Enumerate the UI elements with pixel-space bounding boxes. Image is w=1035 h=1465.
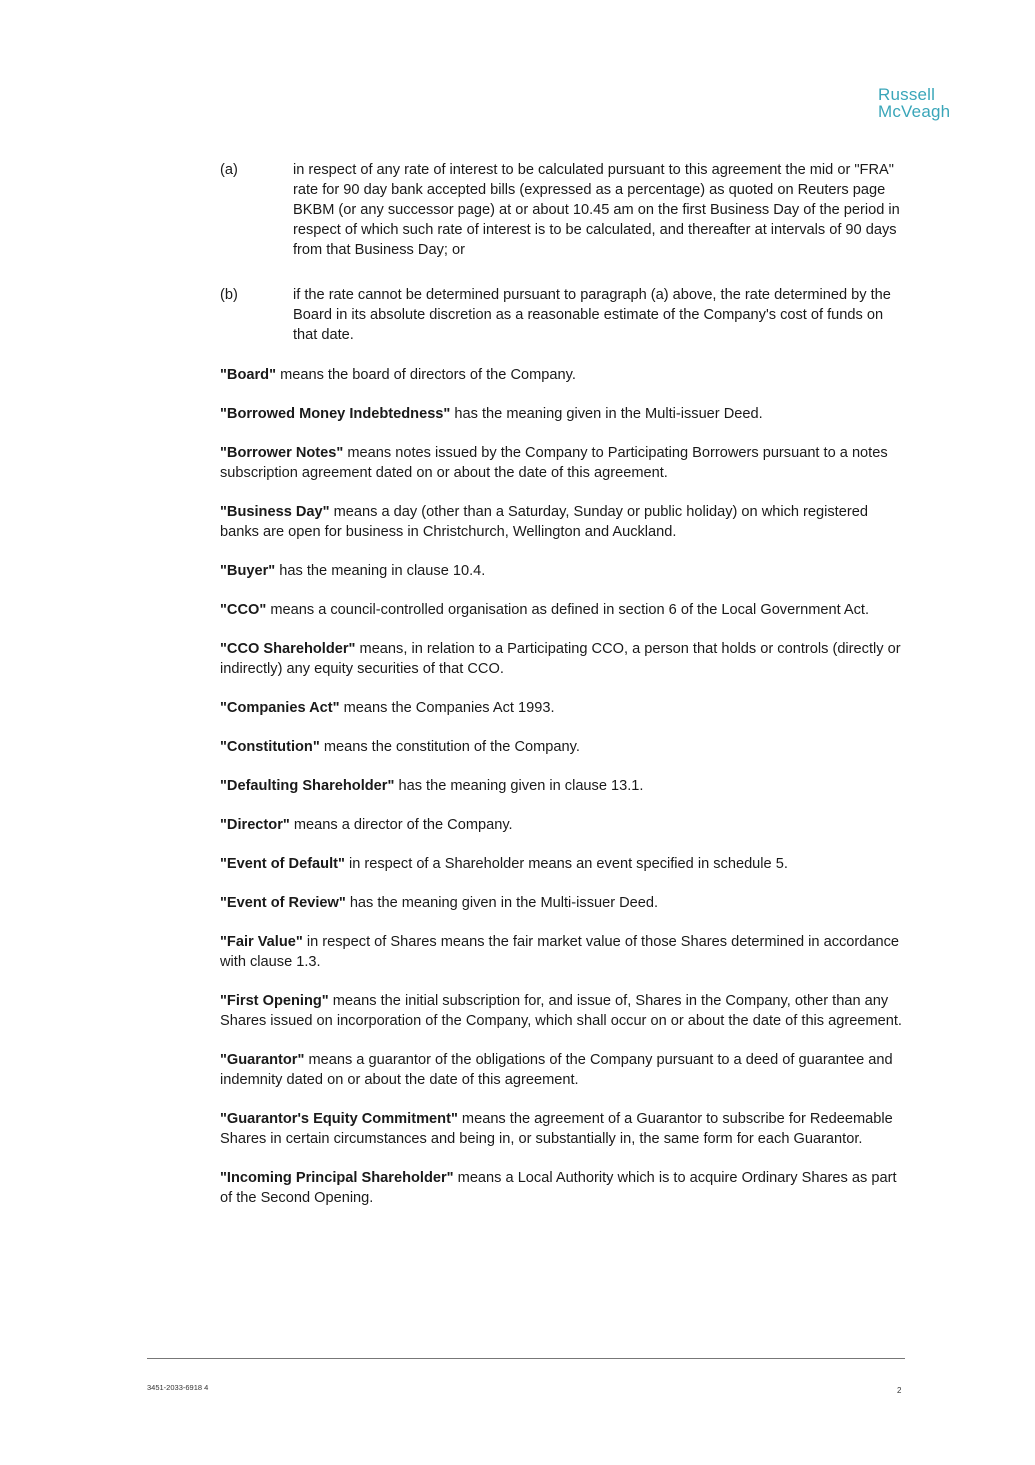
logo-line-1: Russell: [878, 85, 936, 104]
definition-term: "First Opening": [220, 993, 329, 1009]
definition-term: "CCO": [220, 602, 267, 618]
definition-event-of-review: [220, 893, 904, 913]
definition-text: means a council-controlled organisation as defined in section 6 of the Local Government Act.: [266, 602, 870, 618]
definition-term: "Companies Act": [220, 700, 340, 716]
definition-text: means a Local Authority which is to acquire Ordinary Shares as part of the Second Opening.: [220, 1170, 897, 1206]
definition-guarantor: [220, 1050, 904, 1090]
definition-text: means a day (other than a Saturday, Sunday or public holiday) on which registered banks are open for business in Christchurch, Wellington and Auckland.: [220, 504, 868, 540]
definition-term: "Borrowed Money Indebtedness": [220, 406, 451, 422]
definition-text: means a director of the Company.: [289, 817, 513, 833]
definition-term: "Event of Default": [220, 856, 345, 872]
company-logo: [878, 86, 950, 120]
definition-borrowed-money-indebtedness: [220, 404, 904, 424]
definition-text: in respect of Shares means the fair market value of those Shares determined in accordance with clause 1.3.: [220, 934, 900, 970]
definition-companies-act: [220, 698, 904, 718]
definition-text: means the initial subscription for, and issue of, Shares in the Company, other than any Shares issued on incorporation of the Company, which shall occur on or about the date of this agreement.: [220, 993, 902, 1029]
definition-term: "CCO Shareholder": [220, 641, 356, 657]
definition-text: means the agreement of a Guarantor to subscribe for Redeemable Shares in certain circumstances and being in, or substantially in, the same form for each Guarantor.: [220, 1111, 893, 1147]
definition-text: means notes issued by the Company to Participating Borrowers pursuant to a notes subscription agreement dated on or about the date of this agreement.: [220, 445, 888, 481]
paragraph-label: (b): [220, 287, 238, 303]
definition-term: "Business Day": [220, 504, 330, 520]
page-number: 2: [897, 1386, 902, 1395]
paragraph-b: [220, 285, 904, 345]
definition-term: "Buyer": [220, 563, 276, 579]
definition-business-day: [220, 502, 904, 542]
definition-text: means the constitution of the Company.: [319, 739, 580, 755]
definition-cco-shareholder: [220, 639, 904, 679]
definition-term: "Board": [220, 367, 277, 383]
definition-text: in respect of a Shareholder means an event specified in schedule 5.: [344, 856, 788, 872]
document-reference: 3451-2033-6918 4: [147, 1383, 209, 1392]
definition-term: "Guarantor's Equity Commitment": [220, 1111, 458, 1127]
definition-text: has the meaning in clause 10.4.: [275, 563, 486, 579]
definition-constitution: [220, 737, 904, 757]
definition-text: has the meaning given in the Multi-issuer Deed.: [450, 406, 763, 422]
definition-text: means, in relation to a Participating CCO, a person that holds or controls (directly or indirectly) any equity securities of that CCO.: [220, 641, 901, 677]
definition-text: has the meaning given in the Multi-issuer Deed.: [345, 895, 659, 911]
definition-first-opening: [220, 991, 904, 1031]
definition-director: [220, 815, 904, 835]
definition-cco: [220, 600, 904, 620]
definition-text: means the Companies Act 1993.: [339, 700, 555, 716]
definition-term: "Incoming Principal Shareholder": [220, 1170, 454, 1186]
definition-term: "Guarantor": [220, 1052, 305, 1068]
definition-text: means the board of directors of the Company.: [276, 367, 576, 383]
definition-defaulting-shareholder: [220, 776, 904, 796]
definition-term: "Event of Review": [220, 895, 346, 911]
definition-term: "Constitution": [220, 739, 320, 755]
definition-event-of-default: [220, 854, 904, 874]
definition-term: "Borrower Notes": [220, 445, 344, 461]
paragraph-label: (a): [220, 162, 238, 178]
paragraph-a: [220, 160, 904, 260]
definition-term: "Fair Value": [220, 934, 303, 950]
paragraph-text: if the rate cannot be determined pursuant to paragraph (a) above, the rate determined by the Board in its absolute discretion as a reasonable estimate of the Company's cost of funds on that date.: [293, 287, 891, 343]
definition-buyer: [220, 561, 904, 581]
definition-term: "Director": [220, 817, 290, 833]
definition-text: has the meaning given in clause 13.1.: [394, 778, 644, 794]
logo-line-2: McVeagh: [878, 102, 951, 121]
definition-fair-value: [220, 932, 904, 972]
definition-term: "Defaulting Shareholder": [220, 778, 395, 794]
definition-guarantors-equity-commitment: [220, 1109, 904, 1149]
definition-incoming-principal-shareholder: [220, 1168, 904, 1208]
definition-board: [220, 365, 904, 385]
footer-divider: [147, 1358, 905, 1359]
document-body: [220, 160, 904, 1227]
definition-text: means a guarantor of the obligations of the Company pursuant to a deed of guarantee and indemnity dated on or about the date of this agreement.: [220, 1052, 893, 1088]
definition-borrower-notes: [220, 443, 904, 483]
paragraph-text: in respect of any rate of interest to be calculated pursuant to this agreement the mid or "FRA" rate for 90 day bank accepted bills (expressed as a percentage) as quoted on Reuters page BKBM (or any successor page) at or about 10.45 am on the first Business Day of the period in respect of which such rate of interest is to be calculated, and thereafter at intervals of 90 days from that Business Day; or: [293, 162, 900, 258]
